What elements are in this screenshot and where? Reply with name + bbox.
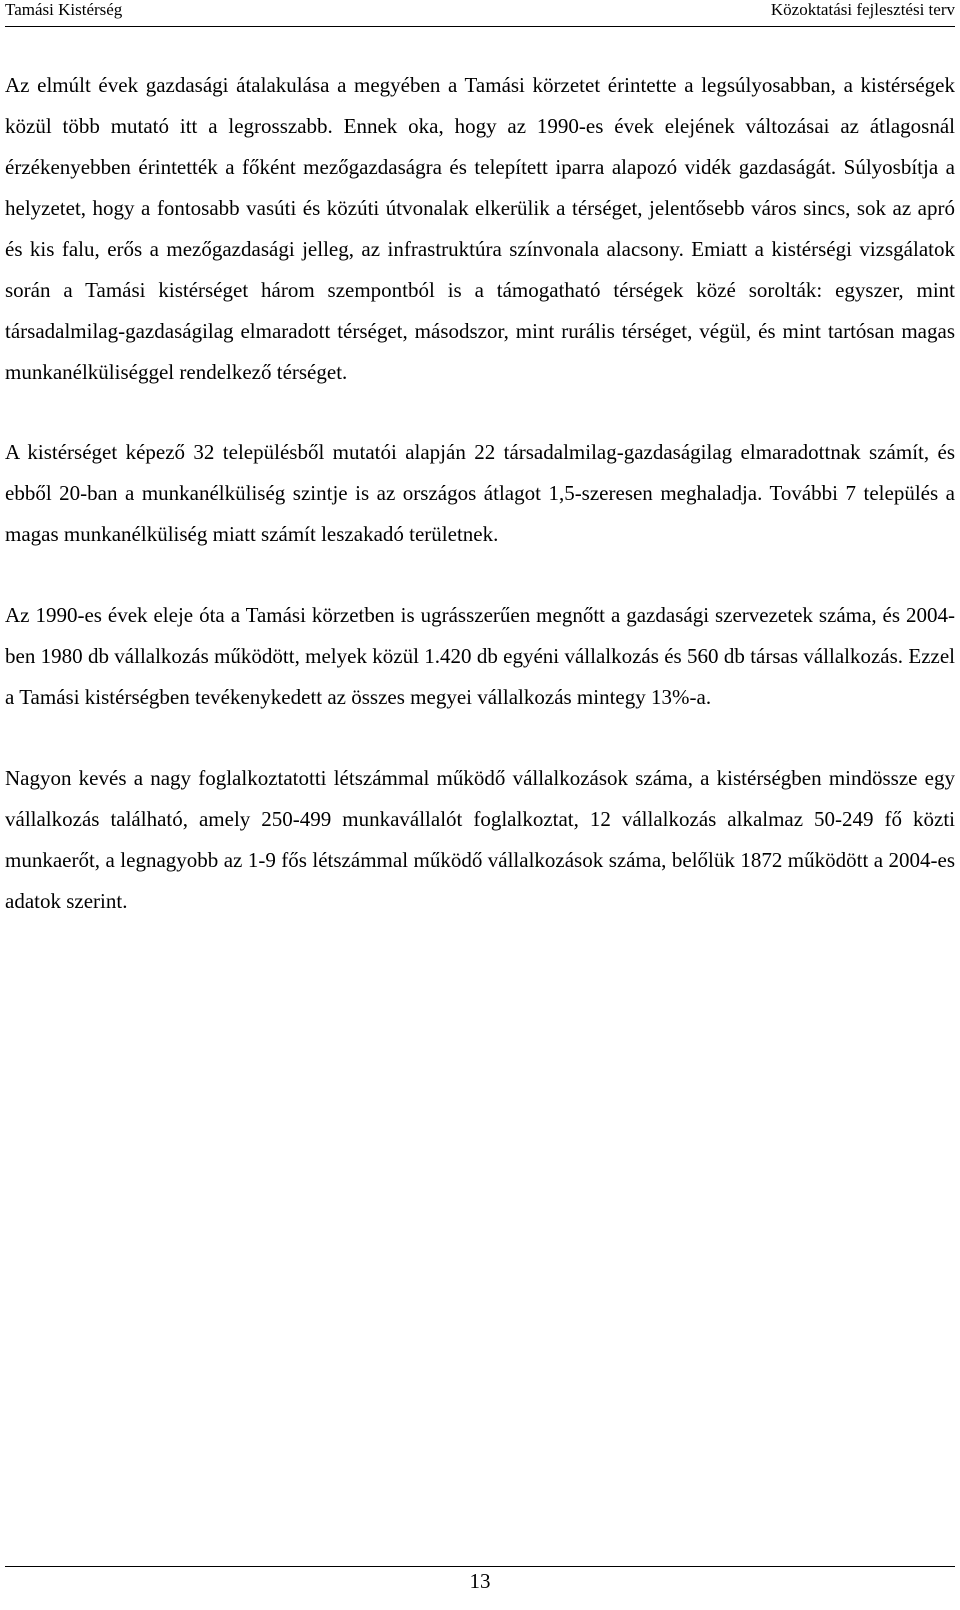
page-header: [5, 0, 955, 27]
page-body: [5, 65, 955, 922]
page-footer: [5, 1566, 955, 1593]
page-number: 13: [469, 1569, 491, 1593]
paragraph-enterprises: Az 1990-es évek eleje óta a Tamási körzetben is ugrásszerűen megnőtt a gazdasági szervezetek száma, és 2004-ben 1980 db vállalkozás működött, melyek közül 1.420 db egyéni vállalkozás és 560 db társas vállalkozás. Ezzel a Tamási kistérségben tevékenykedett az összes megyei vállalkozás mintegy 13%-a.: [5, 603, 955, 709]
header-document-title: Tamási Kistérség: [5, 0, 123, 19]
paragraph-settlements: A kistérséget képező 32 településből mutatói alapján 22 társadalmilag-gazdaságilag elmaradottnak számít, és ebből 20-ban a munkanélküliség szintje is az országos átlagot 1,5-szeresen meghaladja. További 7 település a magas munkanélküliség miatt számít leszakadó területnek.: [5, 440, 955, 546]
paragraph-employment-size: Nagyon kevés a nagy foglalkoztatotti létszámmal működő vállalkozások száma, a kistérségben mindössze egy vállalkozás található, amely 250-499 munkavállalót foglalkoztat, 12 vállalkozás alkalmaz 50-249 fő közti munkaerőt, a legnagyobb az 1-9 fős létszámmal működő vállalkozások száma, belőlük 1872 működött a 2004-es adatok szerint.: [5, 766, 955, 913]
paragraph-economic-background: Az elmúlt évek gazdasági átalakulása a megyében a Tamási körzetet érintette a legsúlyosabban, a kistérségek közül több mutató itt a legrosszabb. Ennek oka, hogy az 1990-es évek elejének változásai az átlagosnál érzékenyebben érintették a főként mezőgazdaságra és telepített iparra alapozó vidék gazdaságát. Súlyosbítja a helyzetet, hogy a fontosabb vasúti és közúti útvonalak elkerülik a térséget, jelentősebb város sincs, sok az apró és kis falu, erős a mezőgazdasági jelleg, az infrastruktúra színvonala alacsony. Emiatt a kistérségi vizsgálatok során a Tamási kistérséget három szempontból is a támogatható térségek közé sorolták: egyszer, mint társadalmilag-gazdaságilag elmaradott térséget, másodszor, mint rurális térséget, végül, és mint tartósan magas munkanélküliséggel rendelkező térséget.: [5, 73, 955, 384]
header-section-title: Közoktatási fejlesztési terv: [770, 0, 955, 19]
